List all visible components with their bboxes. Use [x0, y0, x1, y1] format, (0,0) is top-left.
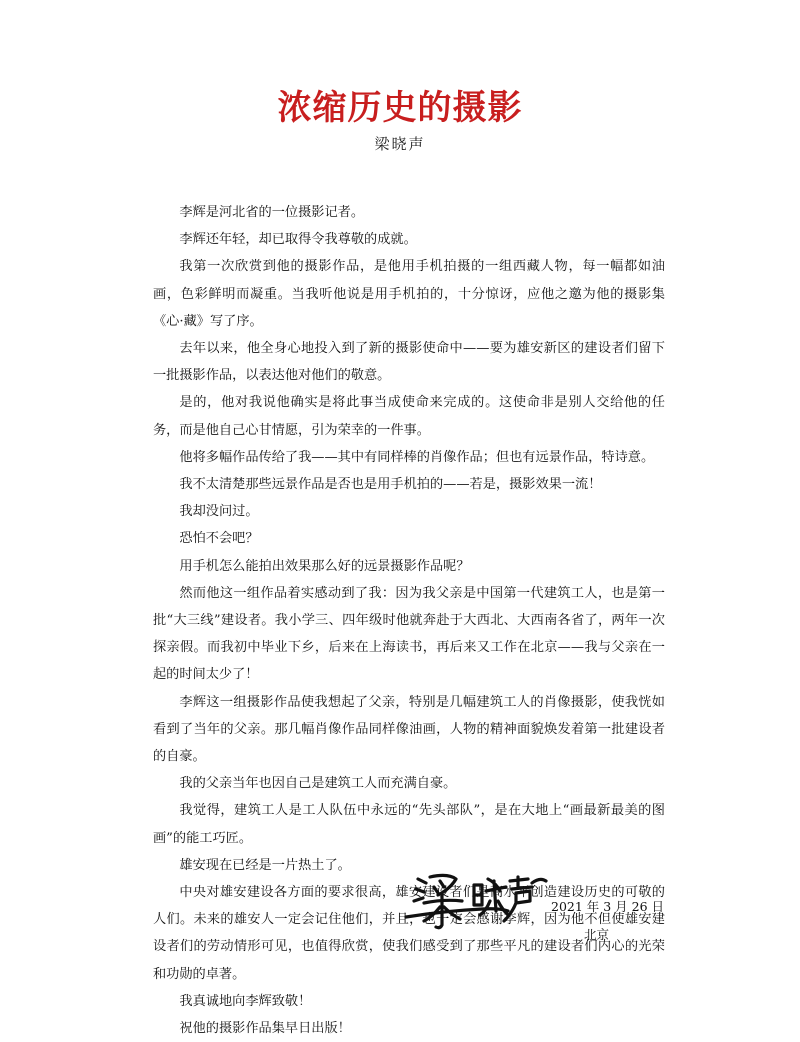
paragraph: 我不太清楚那些远景作品是否也是用手机拍的——若是，摄影效果一流！ — [179, 477, 602, 493]
paragraph: 用手机怎么能拍出效果那么好的远景摄影作品呢？ — [179, 558, 470, 574]
paragraph: 然而他这一组作品着实感动到了我：因为我父亲是中国第一代建筑工人，也是第一批“大三线”建设者。我小学三、四年级时他就奔赴于大西北、大西南各省了，两年一次探亲假。而我初中毕业下乡，后来在上海读书，再后来又工作在北京——我与父亲在一起的时间太少了！ — [153, 585, 665, 683]
paragraph: 恐怕不会吧？ — [179, 531, 259, 547]
paragraph: 李辉是河北省的一位摄影记者。 — [179, 205, 365, 220]
handwritten-signature — [404, 871, 554, 935]
paragraph: 我第一次欣赏到他的摄影作品，是他用手机拍摄的一组西藏人物，每一幅都如油画，色彩鲜明而凝重。当我听他说是用手机拍的，十分惊讶，应他之邀为他的摄影集《心·藏》写了序。 — [153, 259, 665, 329]
article-title: 浓缩历史的摄影 — [277, 88, 523, 128]
signature-place: 北京 — [584, 927, 610, 942]
paragraph: 去年以来，他全身心地投入到了新的摄影使命中——要为雄安新区的建设者们留下一批摄影作品，以表达他对他们的敬意。 — [153, 341, 665, 384]
paragraph: 我真诚地向李辉致敬！ — [179, 993, 312, 1009]
paragraph: 是的，他对我说他确实是将此事当成使命来完成的。这使命非是别人交给他的任务，而是他自己心甘情愿，引为荣幸的一件事。 — [153, 395, 665, 438]
paragraph: 祝他的摄影作品集早日出版！ — [179, 1021, 351, 1037]
signature-date: 2021 年 3 月 26 日 — [551, 899, 665, 914]
article-author: 梁晓声 — [374, 135, 426, 153]
paragraph: 我却没问过。 — [179, 504, 259, 520]
paragraph: 他将多幅作品传给了我——其中有同样棒的肖像作品；但也有远景作品，特诗意。 — [179, 449, 655, 465]
paragraph: 中央对雄安建设各方面的要求很高，雄安建设者们是高水平创造建设历史的可敬的人们。未来的雄安人一定会记住他们，并且，也一定会感谢李辉，因为他不但使雄安建设者们的劳动情形可见，也值得欣赏，使我们感受到了那些平凡的建设者们内心的光荣和功勋的卓著。 — [153, 885, 665, 982]
paragraph: 李辉这一组摄影作品使我想起了父亲，特别是几幅建筑工人的肖像摄影，使我恍如看到了当年的父亲。那几幅肖像作品同样像油画，人物的精神面貌焕发着第一批建设者的自豪。 — [153, 694, 665, 765]
paragraph: 我的父亲当年也因自己是建筑工人而充满自豪。 — [179, 776, 457, 792]
paragraph: 雄安现在已经是一片热土了。 — [179, 857, 351, 873]
paragraph: 李辉还年轻，却已取得令我尊敬的成就。 — [179, 232, 417, 248]
paragraph: 我觉得，建筑工人是工人队伍中永远的“先头部队”，是在大地上“画最新最美的图画”的能工巧匠。 — [153, 803, 665, 846]
